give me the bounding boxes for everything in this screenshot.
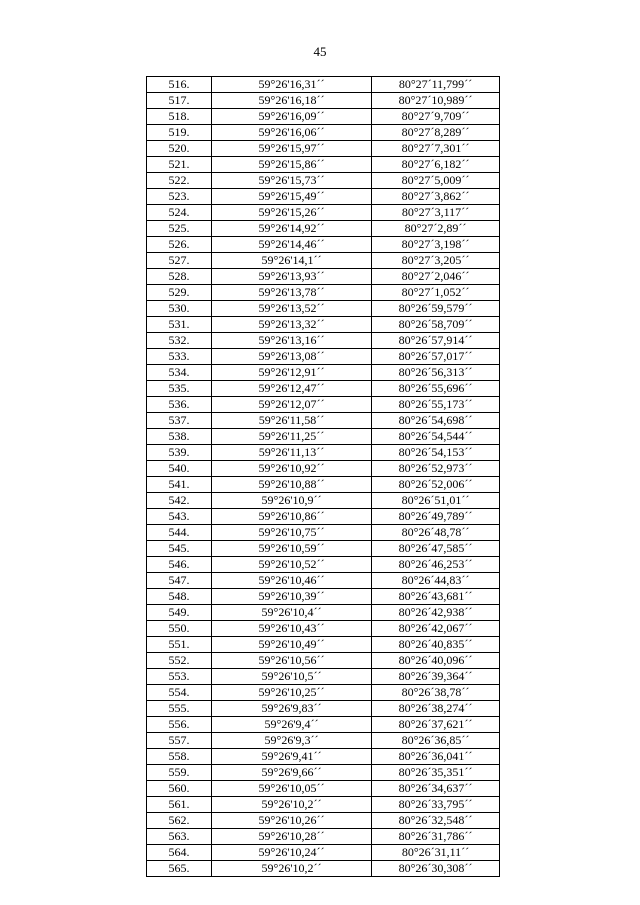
table-row <box>147 269 500 285</box>
table-row <box>147 141 500 157</box>
table-row <box>147 397 500 413</box>
longitude-cell: 80°27´3,862´´ <box>372 189 500 205</box>
table-row <box>147 621 500 637</box>
point-number-cell: 536. <box>147 397 212 413</box>
point-number-cell: 551. <box>147 637 212 653</box>
point-number-cell: 544. <box>147 525 212 541</box>
table-row <box>147 173 500 189</box>
latitude-cell: 59°26'13,08´´ <box>212 349 372 365</box>
latitude-cell: 59°26'13,93´´ <box>212 269 372 285</box>
longitude-cell: 80°26´54,153´´ <box>372 445 500 461</box>
longitude-cell: 80°26´35,351´´ <box>372 765 500 781</box>
longitude-cell: 80°26´54,698´´ <box>372 413 500 429</box>
point-number-cell: 525. <box>147 221 212 237</box>
point-number-cell: 516. <box>147 77 212 93</box>
latitude-cell: 59°26'13,32´´ <box>212 317 372 333</box>
latitude-cell: 59°26'12,07´´ <box>212 397 372 413</box>
longitude-cell: 80°26´51,01´´ <box>372 493 500 509</box>
longitude-cell: 80°26´42,938´´ <box>372 605 500 621</box>
coordinates-table-body <box>147 77 500 877</box>
longitude-cell: 80°26´59,579´´ <box>372 301 500 317</box>
latitude-cell: 59°26'14,46´´ <box>212 237 372 253</box>
point-number-cell: 555. <box>147 701 212 717</box>
longitude-cell: 80°26´47,585´´ <box>372 541 500 557</box>
longitude-cell: 80°27´2,89´´ <box>372 221 500 237</box>
table-row <box>147 573 500 589</box>
point-number-cell: 558. <box>147 749 212 765</box>
table-row <box>147 253 500 269</box>
longitude-cell: 80°26´44,83´´ <box>372 573 500 589</box>
table-row <box>147 749 500 765</box>
coordinates-table <box>146 76 500 877</box>
table-row <box>147 701 500 717</box>
longitude-cell: 80°27´3,198´´ <box>372 237 500 253</box>
point-number-cell: 534. <box>147 365 212 381</box>
longitude-cell: 80°26´37,621´´ <box>372 717 500 733</box>
longitude-cell: 80°26´39,364´´ <box>372 669 500 685</box>
longitude-cell: 80°26´49,789´´ <box>372 509 500 525</box>
point-number-cell: 565. <box>147 861 212 877</box>
longitude-cell: 80°27´5,009´´ <box>372 173 500 189</box>
latitude-cell: 59°26'10,92´´ <box>212 461 372 477</box>
point-number-cell: 519. <box>147 125 212 141</box>
longitude-cell: 80°26´36,041´´ <box>372 749 500 765</box>
point-number-cell: 559. <box>147 765 212 781</box>
page-number: 45 <box>313 44 327 59</box>
point-number-cell: 546. <box>147 557 212 573</box>
table-row <box>147 541 500 557</box>
table-row <box>147 109 500 125</box>
latitude-cell: 59°26'15,73´´ <box>212 173 372 189</box>
longitude-cell: 80°26´43,681´´ <box>372 589 500 605</box>
latitude-cell: 59°26'10,9´´ <box>212 493 372 509</box>
table-row <box>147 285 500 301</box>
longitude-cell: 80°27´9,709´´ <box>372 109 500 125</box>
point-number-cell: 561. <box>147 797 212 813</box>
table-row <box>147 525 500 541</box>
latitude-cell: 59°26'10,25´´ <box>212 685 372 701</box>
latitude-cell: 59°26'16,09´´ <box>212 109 372 125</box>
longitude-cell: 80°26´40,096´´ <box>372 653 500 669</box>
table-row <box>147 589 500 605</box>
longitude-cell: 80°26´31,11´´ <box>372 845 500 861</box>
longitude-cell: 80°26´56,313´´ <box>372 365 500 381</box>
table-row <box>147 733 500 749</box>
table-row <box>147 93 500 109</box>
point-number-cell: 517. <box>147 93 212 109</box>
latitude-cell: 59°26'10,05´´ <box>212 781 372 797</box>
latitude-cell: 59°26'9,83´´ <box>212 701 372 717</box>
point-number-cell: 553. <box>147 669 212 685</box>
point-number-cell: 562. <box>147 813 212 829</box>
latitude-cell: 59°26'12,91´´ <box>212 365 372 381</box>
latitude-cell: 59°26'9,41´´ <box>212 749 372 765</box>
point-number-cell: 533. <box>147 349 212 365</box>
longitude-cell: 80°27´8,289´´ <box>372 125 500 141</box>
latitude-cell: 59°26'12,47´´ <box>212 381 372 397</box>
table-row <box>147 349 500 365</box>
table-row <box>147 637 500 653</box>
point-number-cell: 541. <box>147 477 212 493</box>
longitude-cell: 80°26´48,78´´ <box>372 525 500 541</box>
latitude-cell: 59°26'11,58´´ <box>212 413 372 429</box>
latitude-cell: 59°26'16,06´´ <box>212 125 372 141</box>
point-number-cell: 535. <box>147 381 212 397</box>
latitude-cell: 59°26'10,39´´ <box>212 589 372 605</box>
point-number-cell: 522. <box>147 173 212 189</box>
latitude-cell: 59°26'10,43´´ <box>212 621 372 637</box>
longitude-cell: 80°26´52,973´´ <box>372 461 500 477</box>
latitude-cell: 59°26'10,24´´ <box>212 845 372 861</box>
point-number-cell: 550. <box>147 621 212 637</box>
latitude-cell: 59°26'10,28´´ <box>212 829 372 845</box>
longitude-cell: 80°26´58,709´´ <box>372 317 500 333</box>
latitude-cell: 59°26'16,31´´ <box>212 77 372 93</box>
point-number-cell: 549. <box>147 605 212 621</box>
longitude-cell: 80°26´38,274´´ <box>372 701 500 717</box>
latitude-cell: 59°26'10,2´´ <box>212 797 372 813</box>
latitude-cell: 59°26'10,52´´ <box>212 557 372 573</box>
latitude-cell: 59°26'15,86´´ <box>212 157 372 173</box>
point-number-cell: 538. <box>147 429 212 445</box>
point-number-cell: 527. <box>147 253 212 269</box>
longitude-cell: 80°26´34,637´´ <box>372 781 500 797</box>
latitude-cell: 59°26'10,88´´ <box>212 477 372 493</box>
latitude-cell: 59°26'15,97´´ <box>212 141 372 157</box>
point-number-cell: 532. <box>147 333 212 349</box>
point-number-cell: 528. <box>147 269 212 285</box>
longitude-cell: 80°26´55,696´´ <box>372 381 500 397</box>
latitude-cell: 59°26'10,2´´ <box>212 861 372 877</box>
table-row <box>147 845 500 861</box>
longitude-cell: 80°27´2,046´´ <box>372 269 500 285</box>
latitude-cell: 59°26'10,59´´ <box>212 541 372 557</box>
latitude-cell: 59°26'16,18´´ <box>212 93 372 109</box>
latitude-cell: 59°26'14,1´´ <box>212 253 372 269</box>
latitude-cell: 59°26'9,66´´ <box>212 765 372 781</box>
point-number-cell: 543. <box>147 509 212 525</box>
longitude-cell: 80°26´30,308´´ <box>372 861 500 877</box>
table-row <box>147 669 500 685</box>
table-row <box>147 861 500 877</box>
point-number-cell: 529. <box>147 285 212 301</box>
table-row <box>147 813 500 829</box>
longitude-cell: 80°26´38,78´´ <box>372 685 500 701</box>
table-row <box>147 781 500 797</box>
latitude-cell: 59°26'13,52´´ <box>212 301 372 317</box>
latitude-cell: 59°26'9,4´´ <box>212 717 372 733</box>
longitude-cell: 80°27´1,052´´ <box>372 285 500 301</box>
table-row <box>147 653 500 669</box>
table-row <box>147 365 500 381</box>
latitude-cell: 59°26'11,13´´ <box>212 445 372 461</box>
latitude-cell: 59°26'14,92´´ <box>212 221 372 237</box>
table-row <box>147 557 500 573</box>
longitude-cell: 80°27´6,182´´ <box>372 157 500 173</box>
point-number-cell: 520. <box>147 141 212 157</box>
table-row <box>147 509 500 525</box>
longitude-cell: 80°26´57,914´´ <box>372 333 500 349</box>
point-number-cell: 564. <box>147 845 212 861</box>
longitude-cell: 80°26´52,006´´ <box>372 477 500 493</box>
point-number-cell: 556. <box>147 717 212 733</box>
table-row <box>147 717 500 733</box>
point-number-cell: 542. <box>147 493 212 509</box>
latitude-cell: 59°26'13,16´´ <box>212 333 372 349</box>
latitude-cell: 59°26'10,75´´ <box>212 525 372 541</box>
point-number-cell: 526. <box>147 237 212 253</box>
table-row <box>147 413 500 429</box>
latitude-cell: 59°26'10,56´´ <box>212 653 372 669</box>
point-number-cell: 557. <box>147 733 212 749</box>
table-row <box>147 445 500 461</box>
longitude-cell: 80°26´36,85´´ <box>372 733 500 749</box>
table-row <box>147 829 500 845</box>
point-number-cell: 539. <box>147 445 212 461</box>
longitude-cell: 80°26´54,544´´ <box>372 429 500 445</box>
table-row <box>147 317 500 333</box>
longitude-cell: 80°27´3,117´´ <box>372 205 500 221</box>
longitude-cell: 80°26´33,795´´ <box>372 797 500 813</box>
latitude-cell: 59°26'15,49´´ <box>212 189 372 205</box>
table-row <box>147 493 500 509</box>
point-number-cell: 531. <box>147 317 212 333</box>
point-number-cell: 540. <box>147 461 212 477</box>
point-number-cell: 548. <box>147 589 212 605</box>
longitude-cell: 80°26´57,017´´ <box>372 349 500 365</box>
table-row <box>147 765 500 781</box>
table-row <box>147 221 500 237</box>
point-number-cell: 560. <box>147 781 212 797</box>
table-row <box>147 125 500 141</box>
longitude-cell: 80°26´42,067´´ <box>372 621 500 637</box>
latitude-cell: 59°26'10,5´´ <box>212 669 372 685</box>
point-number-cell: 518. <box>147 109 212 125</box>
table-row <box>147 605 500 621</box>
longitude-cell: 80°27´10,989´´ <box>372 93 500 109</box>
point-number-cell: 545. <box>147 541 212 557</box>
point-number-cell: 552. <box>147 653 212 669</box>
table-row <box>147 381 500 397</box>
point-number-cell: 537. <box>147 413 212 429</box>
longitude-cell: 80°27´11,799´´ <box>372 77 500 93</box>
table-row <box>147 477 500 493</box>
point-number-cell: 530. <box>147 301 212 317</box>
latitude-cell: 59°26'10,26´´ <box>212 813 372 829</box>
longitude-cell: 80°26´46,253´´ <box>372 557 500 573</box>
longitude-cell: 80°27´3,205´´ <box>372 253 500 269</box>
table-row <box>147 333 500 349</box>
point-number-cell: 554. <box>147 685 212 701</box>
latitude-cell: 59°26'10,49´´ <box>212 637 372 653</box>
longitude-cell: 80°27´7,301´´ <box>372 141 500 157</box>
longitude-cell: 80°26´55,173´´ <box>372 397 500 413</box>
longitude-cell: 80°26´32,548´´ <box>372 813 500 829</box>
latitude-cell: 59°26'10,4´´ <box>212 605 372 621</box>
latitude-cell: 59°26'9,3´´ <box>212 733 372 749</box>
table-row <box>147 77 500 93</box>
longitude-cell: 80°26´40,835´´ <box>372 637 500 653</box>
longitude-cell: 80°26´31,786´´ <box>372 829 500 845</box>
latitude-cell: 59°26'13,78´´ <box>212 285 372 301</box>
point-number-cell: 524. <box>147 205 212 221</box>
table-row <box>147 189 500 205</box>
latitude-cell: 59°26'10,46´´ <box>212 573 372 589</box>
point-number-cell: 547. <box>147 573 212 589</box>
latitude-cell: 59°26'10,86´´ <box>212 509 372 525</box>
point-number-cell: 521. <box>147 157 212 173</box>
point-number-cell: 523. <box>147 189 212 205</box>
latitude-cell: 59°26'15,26´´ <box>212 205 372 221</box>
table-row <box>147 797 500 813</box>
point-number-cell: 563. <box>147 829 212 845</box>
table-row <box>147 461 500 477</box>
table-row <box>147 301 500 317</box>
table-row <box>147 429 500 445</box>
table-row <box>147 237 500 253</box>
table-row <box>147 205 500 221</box>
table-row <box>147 685 500 701</box>
latitude-cell: 59°26'11,25´´ <box>212 429 372 445</box>
table-row <box>147 157 500 173</box>
